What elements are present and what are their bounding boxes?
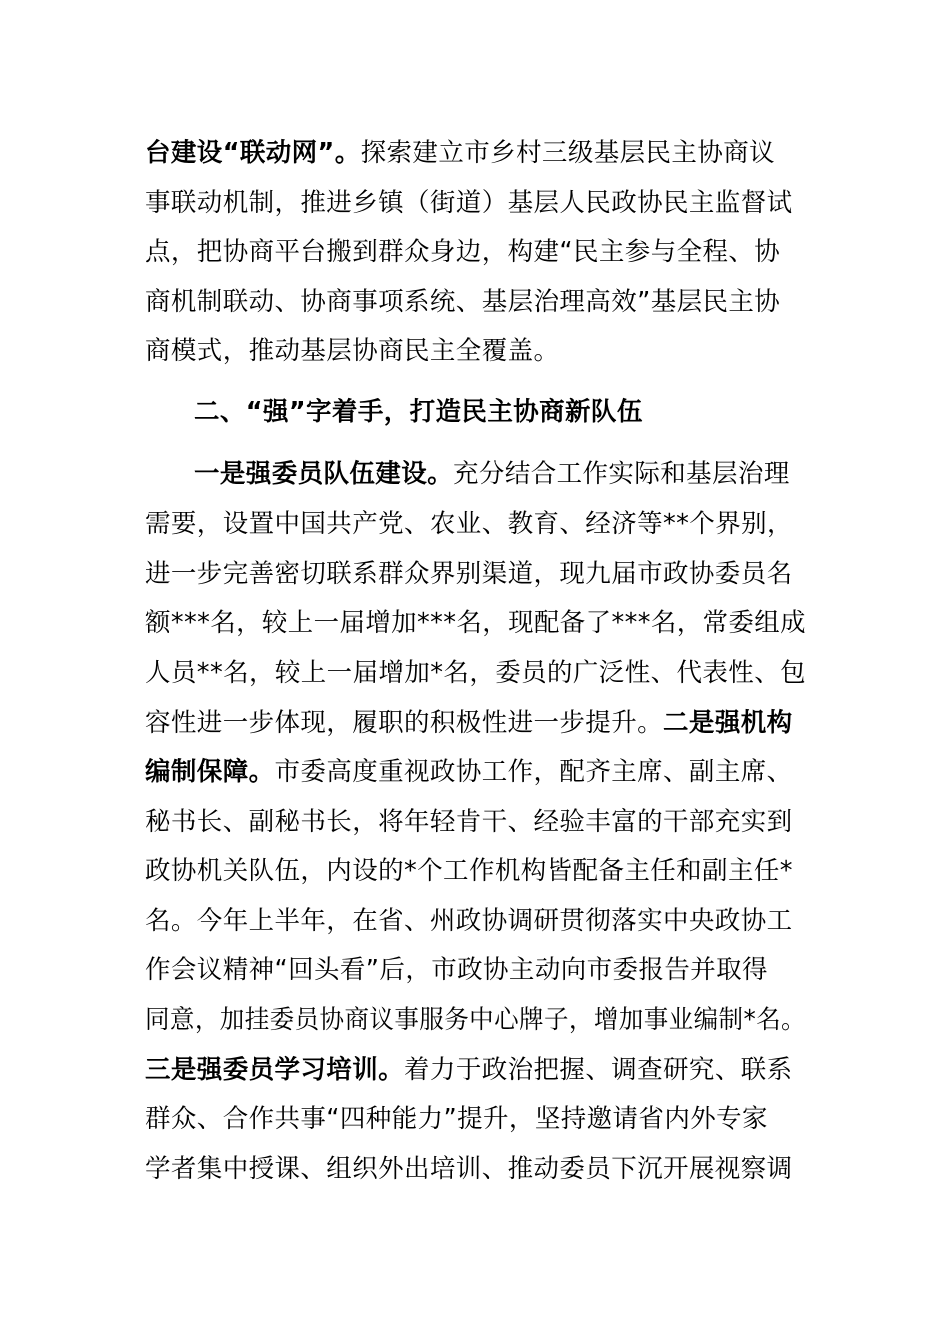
body-text: 名。今年上半年，在省、州政协调研贯彻落实中央政协工: [145, 906, 793, 936]
text-line: [0, 1000, 950, 1040]
body-text: 着力于政治把握、调查研究、联系: [404, 1055, 793, 1085]
body-text: 学者集中授课、组织外出培训、推动委员下沉开展视察调: [145, 1154, 793, 1184]
bold-lead-text: 一是强委员队伍建设。: [194, 459, 454, 489]
text-line: [0, 653, 950, 693]
text-line: [0, 282, 950, 322]
text-line: [0, 1050, 950, 1090]
text-line: [0, 802, 950, 842]
text-line: [0, 603, 950, 643]
text-line: [0, 554, 950, 594]
text-line: [0, 752, 950, 792]
text-line: [0, 901, 950, 941]
text-line: [0, 183, 950, 223]
body-text: 事联动机制，推进乡镇（街道）基层人民政协民主监督试: [145, 188, 793, 218]
text-line: [0, 1149, 950, 1189]
body-text: 秘书长、副秘书长，将年轻肯干、经验丰富的干部充实到: [145, 807, 793, 837]
body-text: 商模式，推动基层协商民主全覆盖。: [145, 336, 560, 366]
body-text: 政协机关队伍，内设的*个工作机构皆配备主任和副主任*: [145, 856, 793, 886]
body-text: 群众、合作共事“四种能力”提升，坚持邀请省内外专家: [145, 1104, 768, 1134]
section-heading: [0, 392, 950, 432]
body-text: 人员**名，较上一届增加*名，委员的广泛性、代表性、包: [145, 658, 806, 688]
body-text: 需要，设置中国共产党、农业、教育、经济等**个界别，: [145, 509, 793, 539]
body-text: 市委高度重视政协工作，配齐主席、副主席、: [274, 757, 793, 787]
text-line: [0, 1099, 950, 1139]
text-line: [0, 504, 950, 544]
body-text: 点，把协商平台搬到群众身边，构建“民主参与全程、协: [145, 237, 781, 267]
body-text: 商机制联动、协商事项系统、基层治理高效”基层民主协: [145, 287, 781, 317]
heading-text: 二、“强”字着手，打造民主协商新队伍: [194, 397, 643, 427]
body-text: 进一步完善密切联系群众界别渠道，现九届市政协委员名: [145, 559, 793, 589]
text-line: [0, 331, 950, 371]
bold-lead-text: 三是强委员学习培训。: [145, 1055, 405, 1085]
bold-lead-text: 二是强机构: [663, 708, 793, 738]
body-text: 充分结合工作实际和基层治理: [453, 459, 790, 489]
text-line: [0, 133, 950, 173]
text-line: [0, 950, 950, 990]
body-text: 额***名，较上一届增加***名，现配备了***名，常委组成: [145, 608, 806, 638]
body-text: 容性进一步体现，履职的积极性进一步提升。: [145, 708, 664, 738]
body-text: 同意，加挂委员协商议事服务中心牌子，增加事业编制*名。: [145, 1005, 806, 1035]
bold-lead-text: 台建设“联动网”。: [145, 138, 361, 168]
text-line: [0, 851, 950, 891]
text-line: [0, 703, 950, 743]
body-text: 作会议精神“回头看”后，市政协主动向市委报告并取得: [145, 955, 768, 985]
text-line: [0, 454, 950, 494]
text-line: [0, 232, 950, 272]
bold-lead-text: 编制保障。: [145, 757, 275, 787]
body-text: 探索建立市乡村三级基层民主协商议: [360, 138, 776, 168]
